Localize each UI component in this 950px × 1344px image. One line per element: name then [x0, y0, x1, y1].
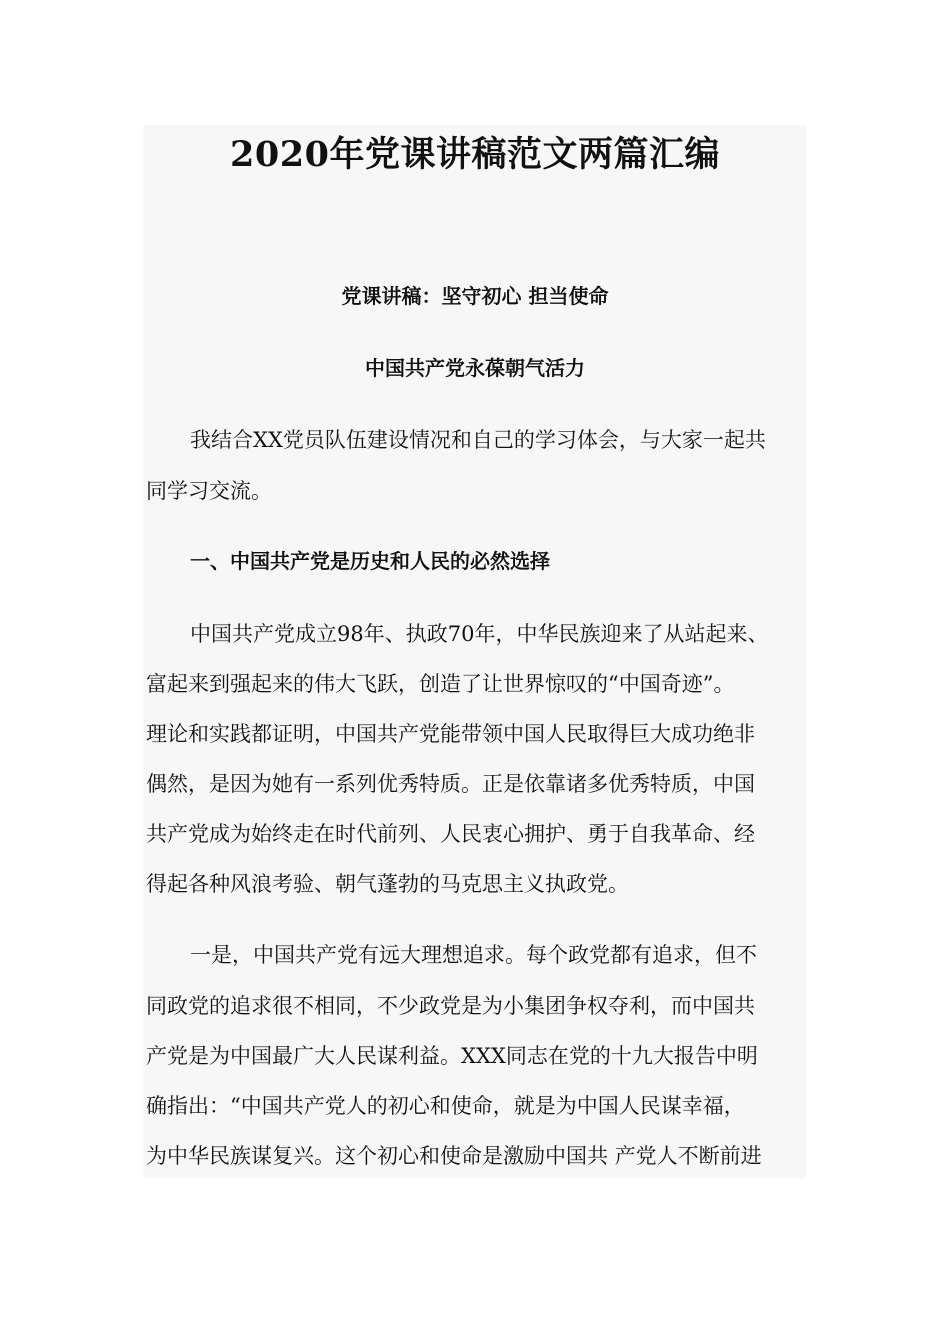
section-heading: 一、中国共产党是历史和人民的必然选择: [190, 549, 550, 573]
lecture-subtitle: 党课讲稿：坚守初心 担当使命: [341, 284, 609, 308]
paragraph-line: 共产党成为始终走在时代前列、人民衷心拥护、勇于自我革命、经: [146, 822, 755, 846]
lecture-theme-heading: 中国共产党永葆朝气活力: [365, 356, 585, 380]
paragraph-line: 为中华民族谋复兴。这个初心和使命是激励中国共 产党人不断前进: [146, 1144, 762, 1168]
paragraph-line: 一是，中国共产党有远大理想追求。每个政党都有追求，但不: [190, 943, 757, 967]
paragraph-line: 中国共产党成立98年、执政70年，中华民族迎来了从站起来、: [190, 622, 769, 646]
paragraph-line: 得起各种风浪考验、朝气蓬勃的马克思主义执政党。: [146, 872, 629, 896]
intro-line: 同学习交流。: [146, 479, 272, 503]
paragraph-line: 确指出：“中国共产党人的初心和使命，就是为中国人民谋幸福，: [146, 1094, 745, 1118]
paragraph-line: 产党是为中国最广大人民谋利益。XXX同志在党的十九大报告中明: [146, 1044, 758, 1068]
paragraph-line: 偶然，是因为她有一系列优秀特质。正是依靠诸多优秀特质，中国: [146, 772, 755, 796]
paragraph-line: 富起来到强起来的伟大飞跃，创造了让世界惊叹的“中国奇迹”。: [146, 672, 735, 696]
intro-line: 我结合XX党员队伍建设情况和自己的学习体会，与大家一起共: [190, 428, 766, 452]
paragraph-line: 同政党的追求很不相同，不少政党是为小集团争权夺利，而中国共: [146, 994, 755, 1018]
paragraph-line: 理论和实践都证明，中国共产党能带领中国人民取得巨大成功绝非: [146, 722, 755, 746]
document-title: 2020年党课讲稿范文两篇汇编: [230, 134, 720, 175]
